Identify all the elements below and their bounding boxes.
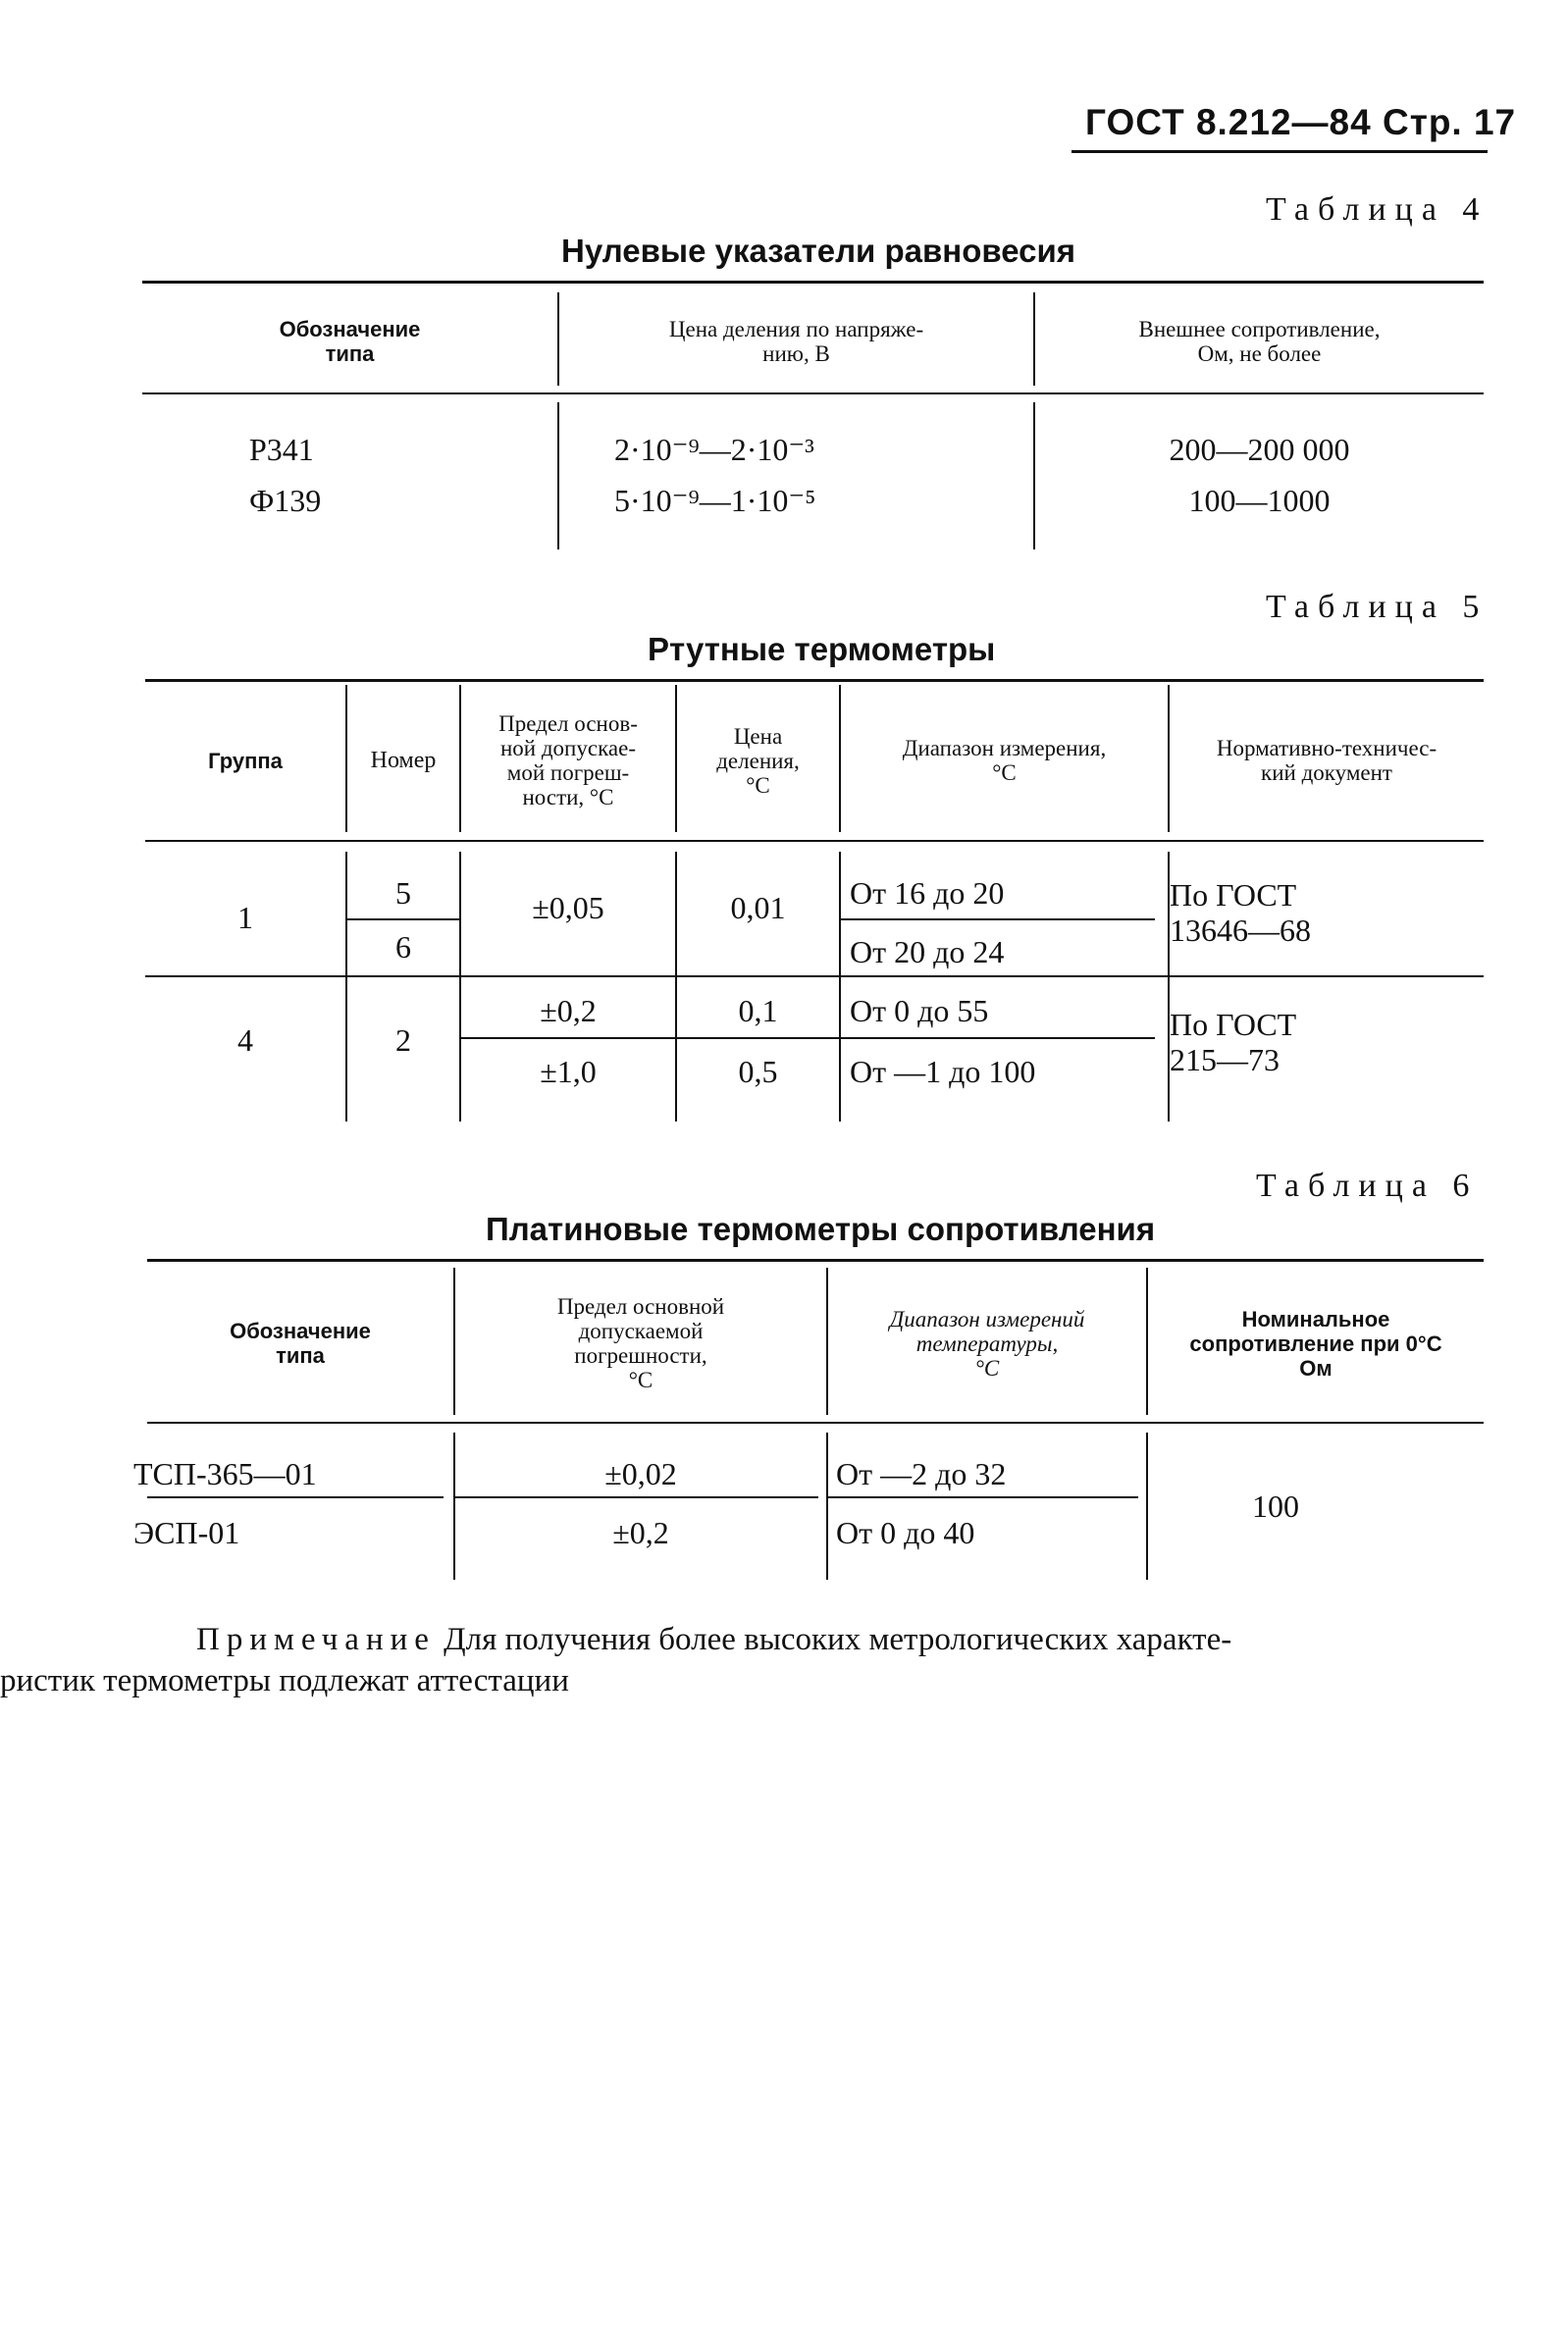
table6-cell-range: От —2 до 32 (836, 1456, 1007, 1491)
table5-cell-division: 0,1 (738, 993, 778, 1028)
table6-label: Таблица 6 (1256, 1168, 1479, 1204)
table5-cell-division: 0,5 (738, 1054, 778, 1089)
table4-cell-division: 5·10⁻⁹—1·10⁻⁵ (614, 483, 816, 518)
table5-cell-range: От 0 до 55 (850, 993, 989, 1028)
table5-cell-group: 1 (237, 900, 253, 935)
note-text-continued: ристик термометры подлежат аттестации (0, 1663, 569, 1698)
table5-title: Ртутные термометры (648, 631, 996, 667)
table6-cell-limit: ±0,02 (604, 1456, 677, 1491)
table5-top-rule (145, 679, 1484, 682)
table5-header-rule (145, 840, 1484, 842)
table5-cell-number: 5 (395, 875, 411, 911)
table4-cell-type: Р341 (249, 432, 314, 467)
table5-header-document: Нормативно-техничес- кий документ (1216, 736, 1437, 785)
table4-header-type: Обозначение типа (279, 316, 421, 366)
table5-header-limit: Предел основ- ной допускае- мой погреш- ности, °С (498, 711, 638, 809)
table5-cell-range: От 16 до 20 (850, 875, 1005, 911)
table5-cell-range: От 20 до 24 (850, 934, 1005, 969)
table4-label: Таблица 4 (1266, 191, 1489, 228)
page-header: ГОСТ 8.212—84 Стр. 17 (1085, 102, 1517, 142)
table6-cell-limit: ±0,2 (612, 1515, 669, 1550)
table5-cell-limit: ±0,05 (532, 890, 604, 925)
table6-header-resistance: Номинальное сопротивление при 0°С Ом (1189, 1306, 1442, 1381)
table5-header-range: Диапазон измерения, °С (902, 736, 1107, 785)
note-label: Примечание (196, 1622, 436, 1657)
note-text: Для получения более высоких метрологических характе- (444, 1622, 1232, 1657)
table4-cell-resistance: 100—1000 (1188, 483, 1331, 518)
table4-header-rule (142, 392, 1484, 394)
table5-cell-limit: ±1,0 (540, 1054, 597, 1089)
table5-cell-range: От —1 до 100 (850, 1054, 1036, 1089)
table5-cell-limit: ±0,2 (540, 993, 597, 1028)
table6-header-range: Диапазон измерений температуры, °С (889, 1306, 1085, 1381)
table5-cell-document: По ГОСТ 13646—68 (1170, 877, 1311, 948)
table5-label: Таблица 5 (1266, 589, 1489, 625)
table5-cell-division: 0,01 (730, 890, 786, 925)
table5-header-division: Цена деления, °С (716, 723, 800, 798)
table6-cell-type: ТСП-365—01 (133, 1456, 317, 1491)
table4-cell-division: 2·10⁻⁹—2·10⁻³ (614, 432, 814, 467)
table5-cell-document: По ГОСТ 215—73 (1170, 1007, 1297, 1077)
table5-cell-group: 4 (237, 1022, 253, 1058)
note (0, 1619, 1491, 1701)
table5-header-number: Номер (370, 747, 437, 773)
table6-cell-resistance: 100 (1252, 1488, 1299, 1524)
table4-header-division: Цена деления по напряже- нию, В (668, 316, 924, 366)
table5-cell-number: 2 (395, 1022, 411, 1058)
table4-cell-resistance: 200—200 000 (1169, 432, 1350, 467)
table6-top-rule (147, 1259, 1484, 1262)
table4-cell-type: Ф139 (249, 483, 322, 518)
header-rule (1071, 150, 1488, 153)
table5-header-group: Группа (208, 748, 283, 773)
table6-cell-range: От 0 до 40 (836, 1515, 975, 1550)
table6-header-type: Обозначение типа (230, 1319, 371, 1368)
table4-header-resistance: Внешнее сопротивление, Ом, не более (1138, 316, 1381, 366)
table6-header-rule (147, 1422, 1484, 1424)
table4-title: Нулевые указатели равновесия (561, 233, 1076, 269)
table5-cell-number: 6 (395, 929, 411, 965)
table4-top-rule (142, 281, 1484, 284)
table6-cell-type: ЭСП-01 (133, 1515, 240, 1550)
table6-title: Платиновые термометры сопротивления (486, 1211, 1156, 1247)
table6-header-limit: Предел основной допускаемой погрешности, °С (556, 1294, 725, 1392)
